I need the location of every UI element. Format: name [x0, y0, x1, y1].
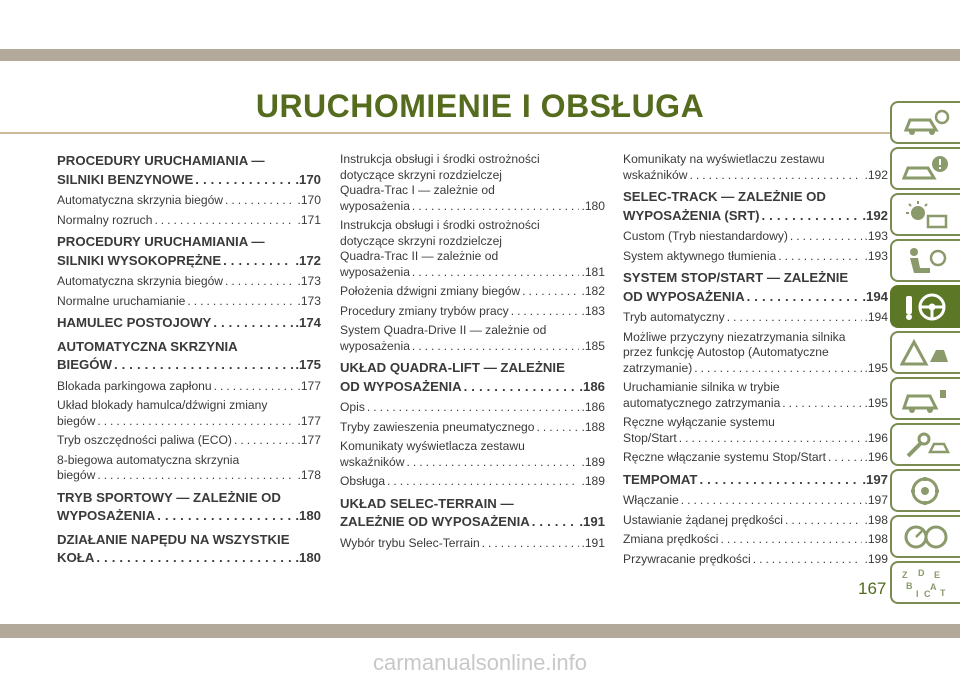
toc-page-ref: .198: [864, 532, 888, 546]
toc-entry[interactable]: [57, 453, 321, 484]
toc-line-with-page: [623, 493, 888, 509]
toc-label: Wybór trybu Selec-Terrain: [340, 535, 480, 550]
toc-line-with-page: [340, 536, 605, 552]
toc-page-ref: .173: [297, 293, 321, 308]
toc-line: Quadra-Trac II — zależnie od: [340, 249, 499, 263]
toc-entry[interactable]: [340, 420, 605, 436]
toc-page-ref: .193: [864, 229, 888, 243]
toc-label: Procedury zmiany trybów pracy: [340, 303, 509, 318]
dot-leader: [187, 294, 295, 310]
toc-line: UKŁAD QUADRA-LIFT — ZALEŻNIE: [340, 360, 565, 375]
toc-entry[interactable]: [623, 229, 888, 245]
toc-heading[interactable]: [57, 489, 321, 526]
toc-entry[interactable]: [623, 380, 888, 411]
toc-label: Normalne uruchamianie: [57, 293, 186, 308]
steering-wheel-key-icon: [900, 292, 950, 322]
tab-seat-airbag[interactable]: [890, 239, 960, 282]
page-title: URUCHOMIENIE I OBSŁUGA: [255, 88, 705, 124]
toc-line-with-page: [623, 168, 888, 184]
toc-label: biegów: [57, 468, 96, 482]
tab-specifications[interactable]: [890, 469, 960, 512]
toc-line-with-page: [340, 474, 605, 490]
toc-label: OD WYPOSAŻENIA: [623, 288, 745, 304]
toc-entry[interactable]: [57, 193, 321, 209]
dashboard-light-icon: [900, 200, 950, 230]
car-warning-icon: [900, 154, 950, 184]
svg-text:Z: Z: [902, 570, 908, 580]
dot-leader: [214, 379, 296, 395]
toc-label: SILNIKI WYSOKOPRĘŻNE: [57, 252, 222, 268]
toc-entry[interactable]: [57, 274, 321, 290]
toc-label: biegów: [57, 413, 96, 428]
tab-car-service[interactable]: [890, 377, 960, 420]
toc-line: Możliwe przyczyny niezatrzymania silnika: [623, 329, 846, 344]
toc-page-ref: .197: [862, 471, 888, 487]
toc-page-ref: .173: [297, 274, 321, 288]
tab-car-warning[interactable]: [890, 147, 960, 190]
toc-page-ref: .175: [295, 357, 321, 372]
toc-page-ref: .189: [581, 474, 605, 488]
toc-line-with-page: [340, 378, 605, 397]
toc-label: Custom (Tryb niestandardowy): [623, 229, 788, 243]
toc-line: Ręczne wyłączanie systemu: [623, 415, 775, 429]
toc-label: zatrzymanie): [623, 360, 693, 375]
svg-text:I: I: [916, 589, 919, 598]
toc-label: Tryb oszczędności paliwa (ECO): [57, 433, 232, 447]
toc-line-with-page: [340, 284, 605, 300]
toc-label: Położenia dźwigni zmiany biegów: [340, 284, 521, 298]
toc-page-ref: .177: [297, 413, 321, 428]
toc-line-with-page: [57, 356, 321, 375]
toc-line: UKŁAD SELEC-TERRAIN —: [340, 495, 514, 511]
dot-leader: [412, 339, 580, 355]
dot-leader: [97, 414, 295, 430]
toc-page-ref: .177: [297, 433, 321, 447]
dot-leader: [412, 265, 580, 281]
toc-line: AUTOMATYCZNA SKRZYNIA: [57, 338, 238, 354]
toc-page-ref: .183: [581, 303, 605, 318]
toc-line: dotyczące skrzyni rozdzielczej: [340, 167, 502, 182]
toc-entry[interactable]: [57, 433, 321, 449]
toc-line-with-page: [57, 468, 321, 484]
dot-leader: [681, 493, 863, 509]
tab-index[interactable]: [890, 561, 960, 604]
dot-leader: [511, 304, 580, 320]
toc-line: Quadra-Trac I — zależnie od: [340, 183, 495, 197]
toc-page-ref: .170: [297, 193, 321, 207]
toc-heading[interactable]: [57, 314, 321, 333]
toc-line: Układ blokady hamulca/dźwigni zmiany: [57, 398, 268, 412]
toc-line-with-page: [57, 294, 321, 310]
toc-page-ref: .185: [581, 338, 605, 353]
toc-entry[interactable]: [340, 152, 605, 214]
toc-entry[interactable]: [340, 218, 605, 280]
toc-page-ref: .171: [297, 212, 321, 227]
dot-leader: [537, 420, 580, 436]
dot-leader: [225, 193, 295, 209]
toc-line-with-page: [57, 193, 321, 209]
toc-label: wskaźników: [623, 167, 688, 182]
toc-label: ZALEŻNIE OD WYPOSAŻENIA: [340, 514, 530, 529]
wrench-car-icon: [900, 430, 950, 460]
toc-label: SILNIKI BENZYNOWE: [57, 171, 194, 187]
toc-page-ref: .177: [297, 378, 321, 393]
toc-line-with-page: [623, 513, 888, 529]
index-letters-icon: [900, 568, 950, 598]
toc-label: Ręczne włączanie systemu Stop/Start: [623, 450, 826, 464]
dot-leader: [778, 249, 862, 265]
dot-leader: [407, 455, 580, 471]
chapter-tabs: [890, 101, 960, 607]
toc-page-ref: .182: [581, 284, 605, 298]
toc-entry[interactable]: [57, 213, 321, 229]
tab-dashboard-light[interactable]: [890, 193, 960, 236]
page-number: 167: [858, 579, 887, 598]
toc-entry[interactable]: [57, 379, 321, 395]
toc-label: Przywracanie prędkości: [623, 551, 751, 566]
toc-line-with-page: [623, 229, 888, 245]
toc-label: Blokada parkingowa zapłonu: [57, 378, 212, 393]
toc-line-with-page: [57, 414, 321, 430]
toc-line-with-page: [623, 310, 888, 326]
toc-line: SELEC-TRACK — ZALEŻNIE OD: [623, 189, 826, 204]
toc-page-ref: .191: [579, 514, 605, 529]
toc-line-with-page: [623, 361, 888, 377]
toc-label: Ustawianie żądanej prędkości: [623, 512, 783, 527]
toc-heading[interactable]: [57, 233, 321, 270]
toc-label: automatycznego zatrzymania: [623, 395, 781, 410]
toc-page-ref: .195: [864, 395, 888, 410]
toc-line: Uruchamianie silnika w trybie: [623, 380, 780, 394]
toc-page-ref: .197: [864, 493, 888, 507]
dot-leader: [195, 171, 293, 190]
toc-heading[interactable]: [57, 531, 321, 568]
toc-line-with-page: [340, 339, 605, 355]
toc-line-with-page: [340, 199, 605, 215]
toc-line-with-page: [340, 420, 605, 436]
toc-entry[interactable]: [623, 450, 888, 466]
dot-leader: [482, 536, 580, 552]
toc-line-with-page: [57, 549, 321, 568]
top-band: [0, 49, 960, 61]
toc-heading[interactable]: [623, 471, 888, 490]
dot-leader: [412, 199, 580, 215]
bottom-band: [0, 624, 960, 638]
toc-entry[interactable]: [623, 513, 888, 529]
toc-page-ref: .189: [581, 454, 605, 469]
toc-entry[interactable]: [340, 536, 605, 552]
toc-line-with-page: [57, 252, 321, 271]
toc-line-with-page: [623, 207, 888, 226]
toc-entry[interactable]: [57, 398, 321, 429]
toc-entry[interactable]: [57, 294, 321, 310]
toc-line: SYSTEM STOP/START — ZALEŻNIE: [623, 270, 849, 285]
toc-entry[interactable]: [623, 249, 888, 265]
toc-line-with-page: [57, 507, 321, 526]
toc-entry[interactable]: [340, 439, 605, 470]
toc-line: 8-biegowa automatyczna skrzynia: [57, 452, 240, 467]
dot-leader: [464, 378, 578, 397]
toc-page-ref: .180: [295, 508, 321, 523]
toc-entry[interactable]: [340, 304, 605, 320]
toc-label: HAMULEC POSTOJOWY: [57, 315, 212, 330]
toc-line: Instrukcja obsługi i środki ostrożności: [340, 218, 540, 232]
toc-page-ref: .170: [295, 171, 321, 187]
toc-line: PROCEDURY URUCHAMIANIA —: [57, 153, 265, 168]
toc-entry[interactable]: [623, 552, 888, 568]
dot-leader: [154, 213, 295, 229]
toc-label: WYPOSAŻENIA: [57, 508, 156, 523]
toc-page-ref: .194: [864, 310, 888, 324]
toc-column-3: [623, 152, 888, 571]
toc-page-ref: .191: [581, 535, 605, 550]
svg-text:A: A: [930, 582, 937, 592]
toc-heading[interactable]: [340, 359, 605, 396]
toc-page-ref: .174: [295, 315, 321, 330]
toc-label: Automatyczna skrzynia biegów: [57, 274, 224, 288]
toc-entry[interactable]: [340, 474, 605, 490]
toc-line-with-page: [57, 379, 321, 395]
toc-line-with-page: [57, 433, 321, 449]
toc-page-ref: .195: [864, 360, 888, 375]
dot-leader: [720, 532, 862, 548]
toc-line-with-page: [57, 314, 321, 333]
toc-line-with-page: [623, 431, 888, 447]
toc-label: WYPOSAŻENIA (SRT): [623, 207, 760, 223]
dot-leader: [96, 549, 293, 568]
toc-line-with-page: [623, 471, 888, 490]
toc-page-ref: .172: [295, 252, 321, 268]
dot-leader: [828, 450, 862, 466]
toc-line-with-page: [57, 171, 321, 190]
toc-label: Tryb automatyczny: [623, 310, 725, 324]
toc-page-ref: .194: [862, 288, 888, 304]
toc-label: Automatyczna skrzynia biegów: [57, 193, 224, 207]
toc-label: Stop/Start: [623, 430, 677, 445]
toc-entry[interactable]: [340, 400, 605, 416]
toc-entry[interactable]: [623, 310, 888, 326]
toc-line-with-page: [57, 274, 321, 290]
svg-text:D: D: [918, 568, 925, 578]
dot-leader: [97, 468, 295, 484]
toc-line-with-page: [340, 400, 605, 416]
footer-watermark: carmanualsonline.info: [372, 650, 588, 675]
toc-entry[interactable]: [623, 152, 888, 183]
tab-car-info[interactable]: [890, 101, 960, 144]
dot-leader: [690, 168, 863, 184]
car-info-icon: [900, 108, 950, 138]
toc-line: Instrukcja obsługi i środki ostrożności: [340, 152, 540, 166]
toc-label: KOŁA: [57, 550, 95, 565]
toc-line-with-page: [623, 249, 888, 265]
toc-page-ref: .192: [864, 167, 888, 182]
toc-page-ref: .180: [581, 198, 605, 213]
toc-column-2: [340, 152, 605, 555]
toc-heading[interactable]: [57, 338, 321, 375]
tab-starting-operating[interactable]: [890, 285, 960, 328]
toc-entry[interactable]: [623, 493, 888, 509]
toc-label: Włączanie: [623, 493, 679, 507]
dot-leader: [387, 474, 579, 490]
toc-line-with-page: [340, 455, 605, 471]
dot-leader: [234, 433, 295, 449]
toc-line: DZIAŁANIE NAPĘDU NA WSZYSTKIE: [57, 531, 290, 547]
toc-label: TEMPOMAT: [623, 471, 698, 487]
toc-page-ref: .180: [295, 550, 321, 565]
toc-line: PROCEDURY URUCHAMIANIA —: [57, 234, 265, 249]
toc-label: Zmiana prędkości: [623, 532, 719, 546]
toc-page-ref: .193: [864, 248, 888, 263]
toc-line: dotyczące skrzyni rozdzielczej: [340, 233, 502, 248]
dot-leader: [747, 288, 861, 307]
toc-label: BIEGÓW: [57, 357, 112, 372]
toc-line-with-page: [340, 304, 605, 320]
dot-leader: [532, 513, 578, 532]
toc-line-with-page: [623, 288, 888, 307]
svg-text:E: E: [934, 570, 941, 580]
dot-leader: [522, 284, 579, 300]
toc-page-ref: .199: [864, 551, 888, 566]
dot-leader: [785, 513, 862, 529]
toc-heading[interactable]: [340, 495, 605, 532]
toc-line: przez funkcję Autostop (Automatyczne: [623, 345, 829, 359]
svg-text:C: C: [924, 589, 931, 598]
toc-label: wyposażenia: [340, 198, 410, 213]
toc-line: Komunikaty wyświetlacza zestawu: [340, 439, 525, 453]
toc-label: OD WYPOSAŻENIA: [340, 378, 462, 394]
svg-text:B: B: [906, 581, 913, 591]
dot-leader: [367, 400, 580, 416]
toc-page-ref: .186: [579, 378, 605, 394]
toc-label: wskaźników: [340, 454, 405, 469]
toc-line-with-page: [623, 396, 888, 412]
toc-page-ref: .181: [581, 264, 605, 279]
toc-page-ref: .178: [297, 468, 321, 482]
toc-page-ref: .196: [864, 450, 888, 464]
dot-leader: [727, 310, 863, 326]
tab-wrench-car[interactable]: [890, 423, 960, 466]
toc-heading[interactable]: [623, 188, 888, 225]
tab-gear-gauge[interactable]: [890, 515, 960, 558]
toc-line-with-page: [340, 513, 605, 532]
dot-leader: [699, 471, 860, 490]
dot-leader: [225, 274, 295, 290]
gear-gauge-icon: [900, 522, 950, 552]
dot-leader: [790, 229, 863, 245]
toc-line: Komunikaty na wyświetlaczu zestawu: [623, 152, 825, 166]
dot-leader: [114, 356, 293, 375]
seat-airbag-icon: [900, 246, 950, 276]
toc-label: wyposażenia: [340, 264, 410, 279]
toc-label: wyposażenia: [340, 338, 410, 353]
toc-line-with-page: [623, 552, 888, 568]
svg-text:T: T: [940, 588, 946, 598]
toc-entry[interactable]: [623, 330, 888, 377]
dot-leader: [213, 314, 293, 333]
toc-line: TRYB SPORTOWY — ZALEŻNIE OD: [57, 489, 281, 505]
toc-page-ref: .198: [864, 512, 888, 527]
toc-label: System aktywnego tłumienia: [623, 248, 777, 263]
toc-page-ref: .188: [581, 419, 605, 434]
toc-line-with-page: [623, 450, 888, 466]
toc-entry[interactable]: [340, 284, 605, 300]
dot-leader: [679, 431, 863, 447]
tab-hazard[interactable]: [890, 331, 960, 374]
toc-page-ref: .186: [581, 400, 605, 414]
title-rule: [0, 132, 960, 134]
toc-label: Normalny rozruch: [57, 212, 153, 227]
toc-page-ref: .192: [862, 207, 888, 223]
dot-leader: [762, 207, 861, 226]
toc-entry[interactable]: [623, 415, 888, 446]
toc-heading[interactable]: [57, 152, 321, 189]
specifications-icon: [900, 476, 950, 506]
hazard-triangle-icon: [900, 338, 950, 368]
toc-line-with-page: [57, 213, 321, 229]
toc-page-ref: .196: [864, 430, 888, 445]
toc-line: System Quadra-Drive II — zależnie od: [340, 323, 547, 337]
toc-label: Tryby zawieszenia pneumatycznego: [340, 419, 535, 434]
dot-leader: [694, 361, 862, 377]
toc-line-with-page: [340, 265, 605, 281]
dot-leader: [782, 396, 862, 412]
toc-line-with-page: [623, 532, 888, 548]
toc-label: Obsługa: [340, 474, 386, 488]
dot-leader: [223, 252, 293, 271]
dot-leader: [753, 552, 863, 568]
car-service-icon: [900, 384, 950, 414]
toc-heading[interactable]: [623, 269, 888, 306]
toc-entry[interactable]: [340, 323, 605, 354]
toc-entry[interactable]: [623, 532, 888, 548]
dot-leader: [157, 507, 293, 526]
toc-label: Opis: [340, 400, 365, 414]
toc-column-1: [57, 152, 321, 572]
